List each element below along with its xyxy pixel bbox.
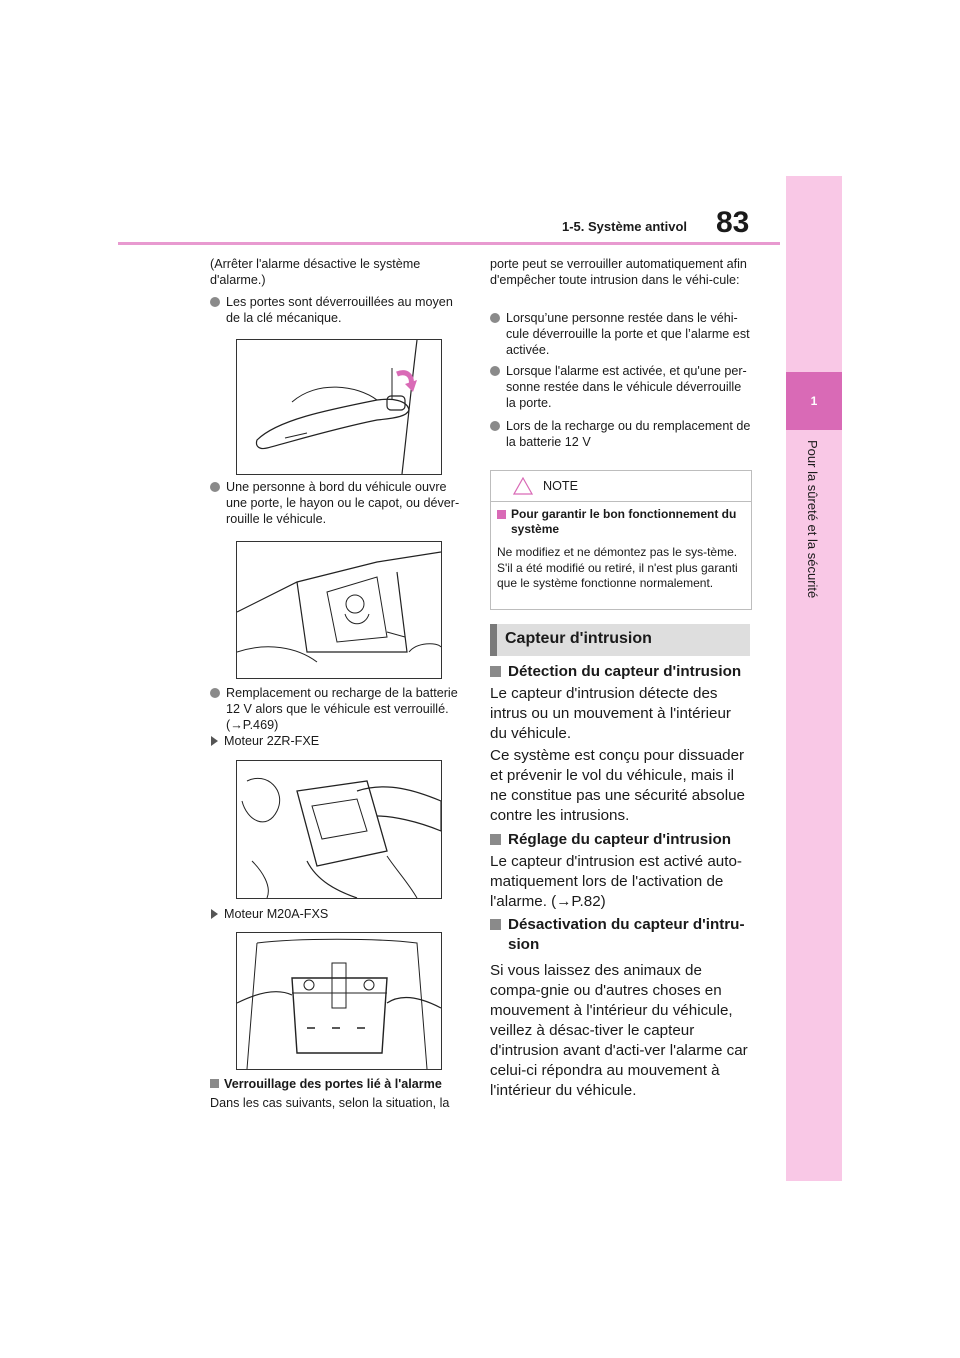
warning-icon: [513, 477, 533, 495]
door-handle-illustration: [236, 339, 442, 475]
note-heading: Pour garantir le bon fonctionnement du système: [497, 507, 751, 537]
bullet-battery-charge: Lors de la recharge ou du remplacement de la batterie 12 V: [490, 418, 752, 450]
engine-label-m20a: Moteur M20A-FXS: [210, 906, 460, 922]
chapter-number: 1: [786, 372, 842, 430]
battery-m20a-drawing: [237, 933, 441, 1069]
header-rule: [118, 242, 780, 245]
tail-text: Dans les cas suivants, selon la situation, la: [210, 1096, 450, 1110]
note-header: [491, 471, 751, 502]
bullet-person-opens-door: Une personne à bord du véhicule ouvre une porte, le hayon ou le capot, ou déver-rouille le véhicule.: [210, 479, 462, 527]
bullet-mechanical-key: Les portes sont déverrouillées au moyen de la clé mécanique.: [210, 294, 462, 326]
bullet-alarm-activated: Lorsque l'alarme est activée, et qu'une per-sonne restée dans le véhicule déverrouille la porte.: [490, 363, 752, 411]
subhead-door-lock-alarm: Verrouillage des portes lié à l'alarme: [210, 1076, 464, 1092]
engine-label-2zr: Moteur 2ZR-FXE: [210, 733, 460, 749]
section-heading-band: [490, 624, 750, 656]
para-deterrent: Ce système est conçu pour dissuader et prévenir le vol du véhicule, mais il ne constitue pas une sécurité absolue contre les intrusions.: [490, 747, 745, 824]
continued-text: porte peut se verrouiller automatiquement afin d'empêcher toute intrusion dans le véhi-cule:: [490, 257, 747, 287]
bullet-unlock-inside: Lorsqu’une personne restée dans le véhi-cule déverrouille la porte et que l’alarme est activée.: [490, 310, 752, 358]
note-body: Ne modifiez et ne démontez pas le sys-tème. S'il a été modifié ou retiré, il n'est plus garanti que le système fonctionne normalement.: [497, 545, 738, 590]
chapter-title-vertical: [786, 440, 842, 680]
para-detection: Le capteur d'intrusion détecte des intrus ou un mouvement à l'intérieur du véhicule.: [490, 685, 731, 742]
intro-text: (Arrêter l'alarme désactive le système d'alarme.): [210, 257, 421, 287]
section-heading-bar: [490, 624, 497, 656]
para-deactivation: Si vous laissez des animaux de compa-gnie ou d'autres choses en mouvement à l'intérieur du véhicule, veillez à désac-tiver le capteur d'intrusion avant d'acti-ver l'alarme car celui-ci répondra au mouvement à l'intérieur du véhicule.: [490, 962, 748, 1099]
battery-2zr-drawing: [237, 761, 441, 898]
person-in-car-illustration: [236, 541, 442, 679]
page-number: 83: [716, 206, 750, 239]
heading-detection: Détection du capteur d'intrusion: [490, 662, 752, 682]
chapter-title: Pour la sûreté et la sécurité: [805, 440, 820, 599]
bullet-battery-replacement: Remplacement ou recharge de la batterie 12 V alors que le véhicule est verrouillé. (→P.469): [210, 685, 462, 733]
note-label: NOTE: [543, 479, 578, 493]
note-box: [490, 470, 752, 610]
para-setting: Le capteur d'intrusion est activé auto-matiquement lors de l'activation de l'alarme. (→P.82): [490, 853, 742, 910]
door-handle-drawing: [237, 340, 441, 474]
car-door-drawing: [237, 542, 441, 678]
heading-deactivation: Désactivation du capteur d'intru-sion: [490, 915, 752, 955]
battery-m20a-illustration: [236, 932, 442, 1070]
heading-setting: Réglage du capteur d'intrusion: [490, 830, 752, 850]
section-heading: Capteur d'intrusion: [505, 630, 652, 647]
section-title: 1-5. Système antivol: [562, 219, 687, 234]
battery-2zr-illustration: [236, 760, 442, 899]
